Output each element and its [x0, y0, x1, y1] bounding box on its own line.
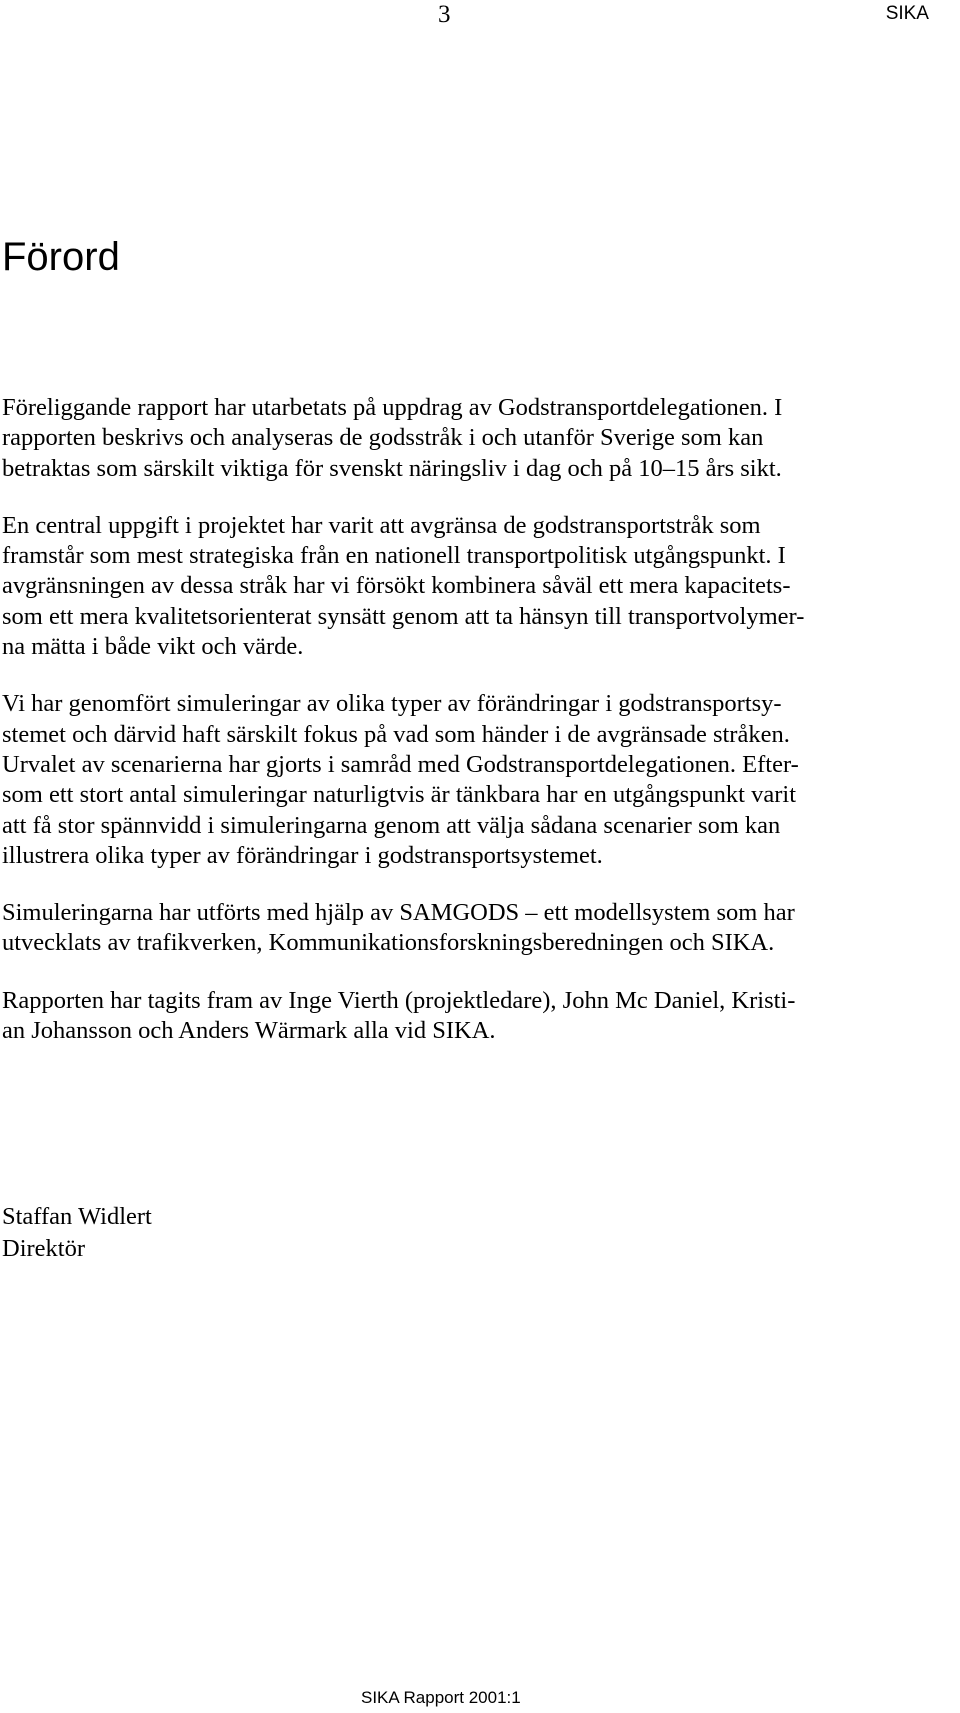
- header-brand: SIKA: [885, 3, 929, 24]
- paragraph-5: [2, 986, 882, 1047]
- paragraph-line: rapporten beskrivs och analyseras de godsstråk i och utanför Sverige som kan: [2, 424, 764, 452]
- paragraph-line: att få stor spännvidd i simuleringarna genom att välja sådana scenarier som kan: [2, 811, 781, 839]
- paragraph-line: betraktas som särskilt viktiga för svenskt näringsliv i dag och på 10–15 års sikt.: [2, 454, 782, 482]
- paragraph-line: illustrera olika typer av förändringar i godstransportsystemet.: [2, 841, 603, 869]
- paragraph-4: [2, 898, 882, 959]
- paragraph-line: an Johansson och Anders Wärmark alla vid SIKA.: [2, 1017, 496, 1045]
- paragraph-line: utvecklats av trafikverken, Kommunikationsforskningsberedningen och SIKA.: [2, 929, 775, 957]
- paragraph-1: [2, 393, 882, 484]
- paragraph-line: framstår som mest strategiska från en nationell transportpolitisk utgångspunkt. I: [2, 542, 786, 570]
- paragraph-3: [2, 689, 882, 871]
- paragraph-line: En central uppgift i projektet har varit att avgränsa de godstransportstråk som: [2, 511, 761, 539]
- signature-block: [2, 1201, 152, 1265]
- paragraph-line: Simuleringarna har utförts med hjälp av SAMGODS – ett modellsystem som har: [2, 899, 795, 927]
- paragraph-line: som ett stort antal simuleringar naturligtvis är tänkbara har en utgångspunkt varit: [2, 781, 797, 809]
- body-text: [2, 393, 882, 1073]
- paragraph-line: Urvalet av scenarierna har gjorts i samråd med Godstransportdelegationen. Efter-: [2, 750, 799, 778]
- paragraph-line: Rapporten har tagits fram av Inge Vierth (projektledare), John Mc Daniel, Kristi-: [2, 986, 796, 1014]
- paragraph-line: stemet och därvid haft särskilt fokus på vad som händer i de avgränsade stråken.: [2, 720, 790, 748]
- page-number: 3: [438, 1, 451, 28]
- page-title: Förord: [2, 235, 120, 279]
- signature-role: Direktör: [2, 1235, 85, 1262]
- paragraph-line: avgränsningen av dessa stråk har vi försökt kombinera såväl ett mera kapacitets-: [2, 572, 791, 600]
- paragraph-line: na mätta i både vikt och värde.: [2, 633, 304, 661]
- paragraph-line: Föreliggande rapport har utarbetats på uppdrag av Godstransportdelegationen. I: [2, 394, 783, 421]
- footer-report-id: SIKA Rapport 2001:1: [361, 1688, 521, 1707]
- paragraph-line: som ett mera kvalitetsorienterat synsätt genom att ta hänsyn till transportvolymer-: [2, 602, 805, 630]
- paragraph-2: [2, 511, 882, 662]
- signature-name: Staffan Widlert: [2, 1203, 152, 1230]
- paragraph-line: Vi har genomfört simuleringar av olika typer av förändringar i godstransportsy-: [2, 690, 782, 718]
